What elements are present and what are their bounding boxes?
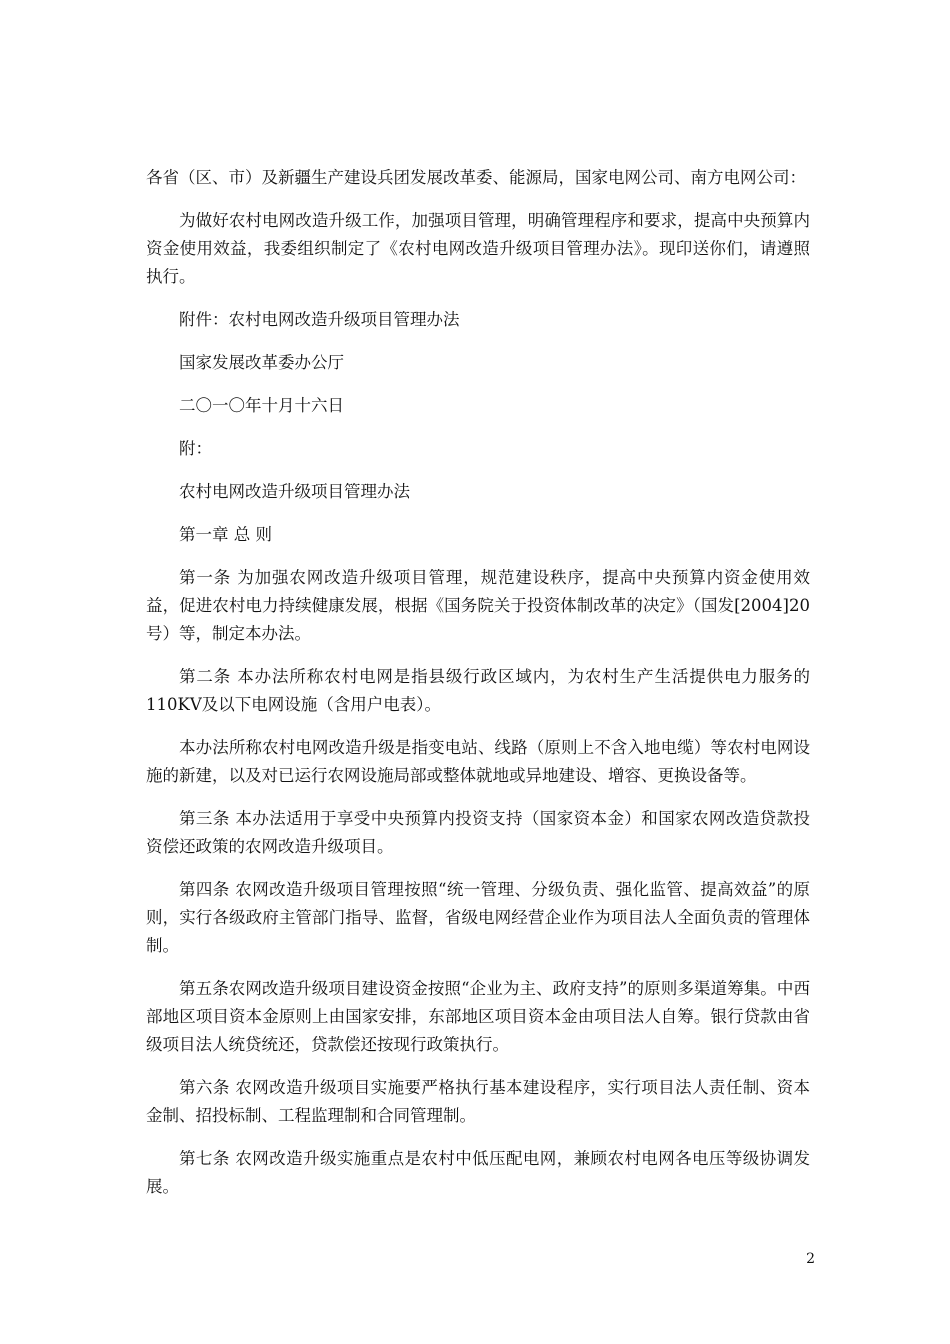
article-5: 第五条农网改造升级项目建设资金按照“企业为主、政府支持”的原则多渠道筹集。中西部地区项目资本金原则上由国家安排，东部地区项目资本金由项目法人自筹。银行贷款由省级项目法人统贷统还，贷款偿还按现行政策执行。 xyxy=(146,979,810,1054)
document-title: 农村电网改造升级项目管理办法 xyxy=(179,482,410,501)
page-number: 2 xyxy=(806,1251,815,1267)
attachment-label: 附： xyxy=(179,439,212,458)
attachment-line: 附件：农村电网改造升级项目管理办法 xyxy=(179,310,460,329)
document-body xyxy=(146,164,810,1216)
article-4: 第四条 农网改造升级项目管理按照“统一管理、分级负责、强化监管、提高效益”的原则，实行各级政府主管部门指导、监督，省级电网经营企业作为项目法人全面负责的管理体制。 xyxy=(146,880,810,955)
article-6: 第六条 农网改造升级项目实施要严格执行基本建设程序，实行项目法人责任制、资本金制、招投标制、工程监理制和合同管理制。 xyxy=(146,1078,810,1125)
issue-date: 二〇一〇年十月十六日 xyxy=(179,396,344,415)
salutation: 各省（区、市）及新疆生产建设兵团发展改革委、能源局，国家电网公司、南方电网公司： xyxy=(146,168,806,187)
article-7: 第七条 农网改造升级实施重点是农村中低压配电网，兼顾农村电网各电压等级协调发展。 xyxy=(146,1149,810,1196)
article-2: 第二条 本办法所称农村电网是指县级行政区域内，为农村生产生活提供电力服务的110KV及以下电网设施（含用户电表）。 xyxy=(146,667,810,714)
issuer: 国家发展改革委办公厅 xyxy=(179,353,344,372)
article-1: 第一条 为加强农网改造升级项目管理，规范建设秩序，提高中央预算内资金使用效益，促进农村电力持续健康发展，根据《国务院关于投资体制改革的决定》（国发[2004]20号）等，制定本办法。 xyxy=(146,568,810,643)
chapter-heading: 第一章 总 则 xyxy=(179,525,272,544)
article-2-continuation: 本办法所称农村电网改造升级是指变电站、线路（原则上不含入地电缆）等农村电网设施的新建，以及对已运行农网设施局部或整体就地或异地建设、增容、更换设备等。 xyxy=(146,738,810,785)
article-3: 第三条 本办法适用于享受中央预算内投资支持（国家资本金）和国家农网改造贷款投资偿还政策的农网改造升级项目。 xyxy=(146,809,810,856)
paragraph-intro: 为做好农村电网改造升级工作，加强项目管理，明确管理程序和要求，提高中央预算内资金使用效益，我委组织制定了《农村电网改造升级项目管理办法》。现印送你们，请遵照执行。 xyxy=(146,211,810,286)
